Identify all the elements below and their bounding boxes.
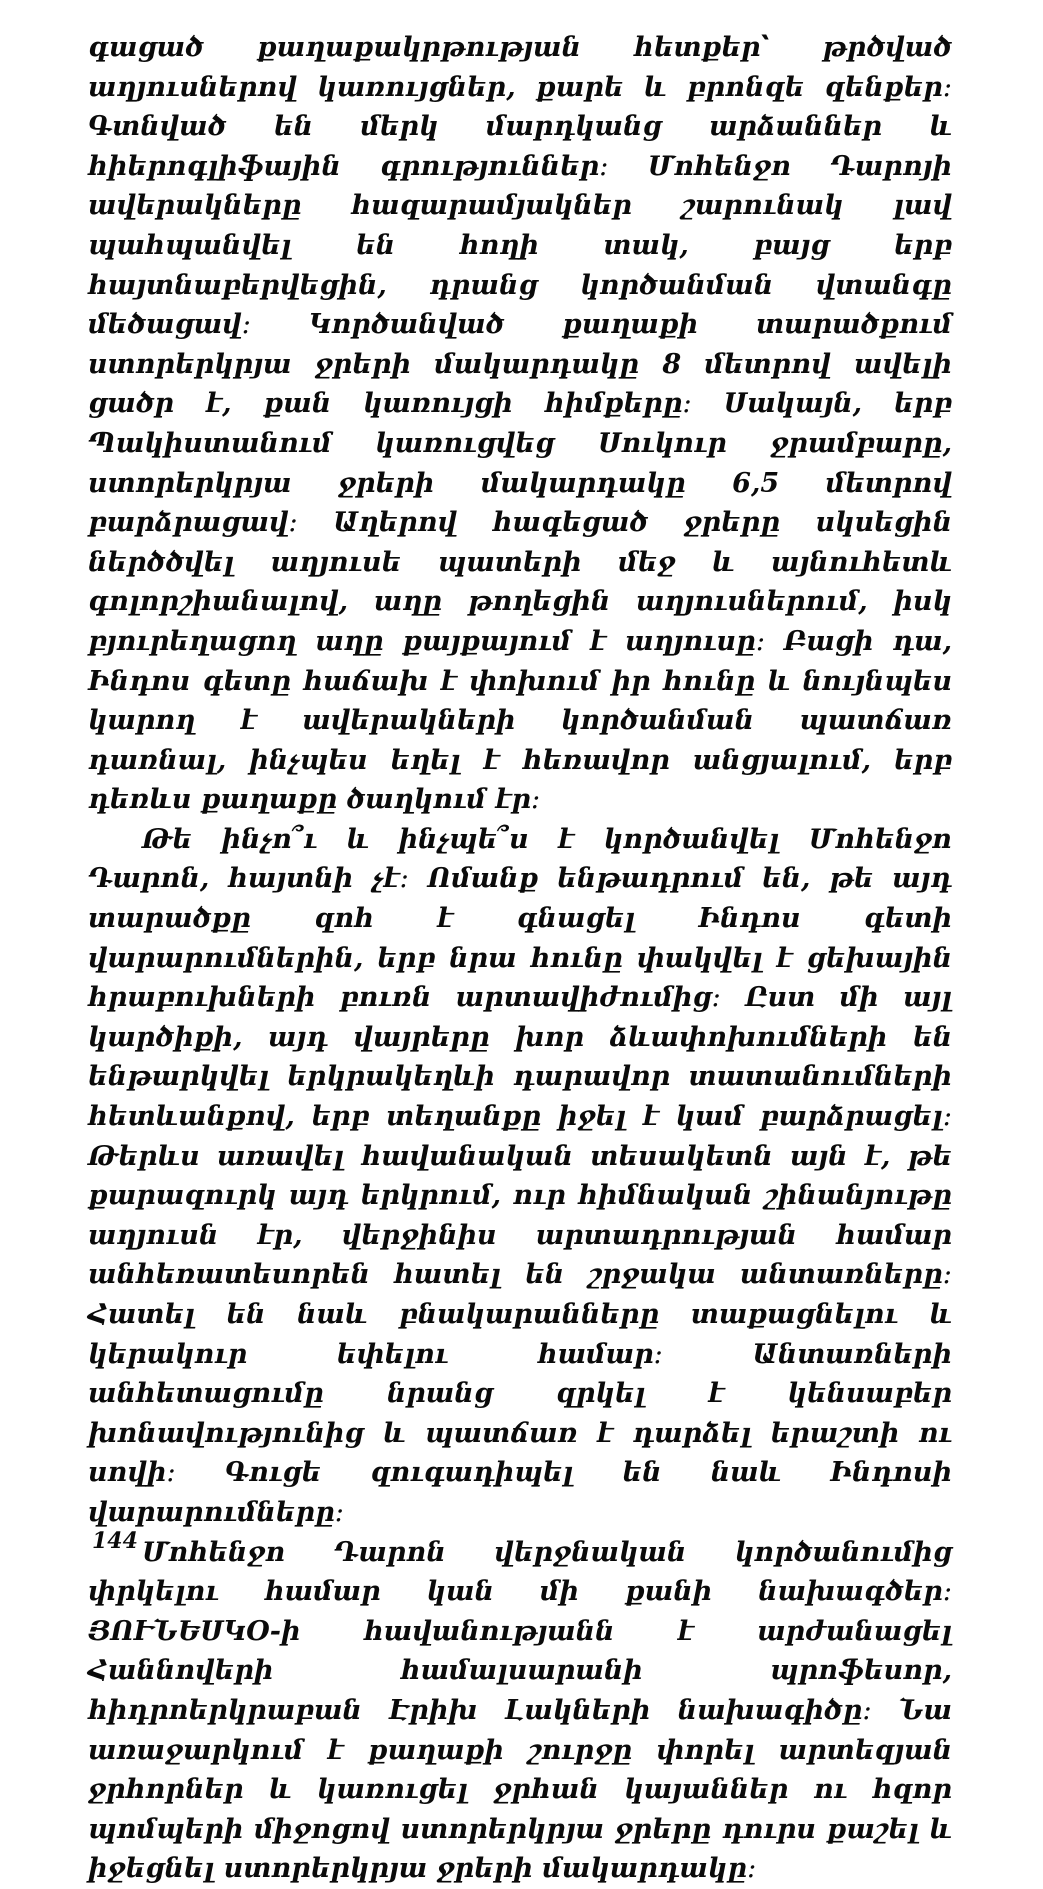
paragraph-2: Թե ինչո՞ւ և ինչպե՞ս է կործանվել Մոհենջո Դարոն, հայտնի չէ։ Ոմանք ենթադրում են, թե այդ տարածքը զոհ է գնացել Ինդոս գետի վարարումներին, երբ նրա հունը փակվել է ցեխային հրաբուխների բուռն արտավիժումից։ Ըստ մի այլ կարծիքի, այդ վայրերը խոր ձևափոխումների են ենթարկվել երկրակեղևի դարավոր տատանումների հետևանքով, երբ տեղանքը իջել է կամ բարձրացել։ Թերևս առավել հավանական տեսակետն այն է, թե քարազուրկ այդ երկրում, ուր հիմնական շինանյութը աղյուսն էր, վերջինիս արտադրության համար անհեռատեսորեն հատել են շրջակա անտառները։ Հատել են նաև բնակարանները տաքացնելու և կերակուր եփելու համար։ Անտառների անհետացումը նրանց զրկել է կենսաբեր խոնավությունից և պատճառ է դարձել երաշտի ու սովի։ Գուցե զուգադիպել են նաև Ինդոսի վարարումները։ xyxy=(88,823,952,1528)
paragraph-3: Մոհենջո Դարոն վերջնական կործանումից փրկելու համար կան մի քանի նախագծեր։ ՅՈՒՆԵՍԿՕ-ի հավանությանն է արժանացել Հաննովերի համալսարանի պրոֆեսոր, հիդրոերկրաբան Էրիխ Լակների նախագիծը։ Նա առաջարկում է քաղաքի շուրջը փորել արտեզյան ջրհորներ և կառուցել ջրհան կայաններ ու հզոր պոմպերի միջոցով ստորերկրյա ջրերը դուրս քաշել և իջեցնել ստորերկրյա ջրերի մակարդակը։ xyxy=(88,1536,952,1885)
body-text xyxy=(88,28,952,1889)
page-number: 144 xyxy=(92,1528,138,1554)
paragraph-1: գացած քաղաքակրթության հետքեր՝ թրծված աղյուսներով կառույցներ, քարե և բրոնզե զենքեր։ Գտնված են մերկ մարդկանց արձաններ և հիերոգլիֆային գրություններ։ Մոհենջո Դարոյի ավերակները հազարամյակներ շարունակ լավ պահպանվել են հողի տակ, բայց երբ հայտնաբերվեցին, դրանց կործանման վտանգը մեծացավ։ Կործանված քաղաքի տարածքում ստորերկրյա ջրերի մակարդակը 8 մետրով ավելի ցածր է, քան կառույցի հիմքերը։ Սակայն, երբ Պակիստանում կառուցվեց Սուկուր ջրամբարը, ստորերկրյա ջրերի մակարդակը 6,5 մետրով բարձրացավ։ Աղերով հագեցած ջրերը սկսեցին ներծծվել աղյուսե պատերի մեջ և այնուհետև գոլորշիանալով, աղը թողեցին աղյուսներում, իսկ բյուրեղացող աղը քայքայում է աղյուսը։ Բացի դա, Ինդոս գետը հաճախ է փոխում իր հունը և նույնպես կարող է ավերակների կործանման պատճառ դառնալ, ինչպես եղել է հեռավոր անցյալում, երբ դեռևս քաղաքը ծաղկում էր։ xyxy=(88,32,952,816)
